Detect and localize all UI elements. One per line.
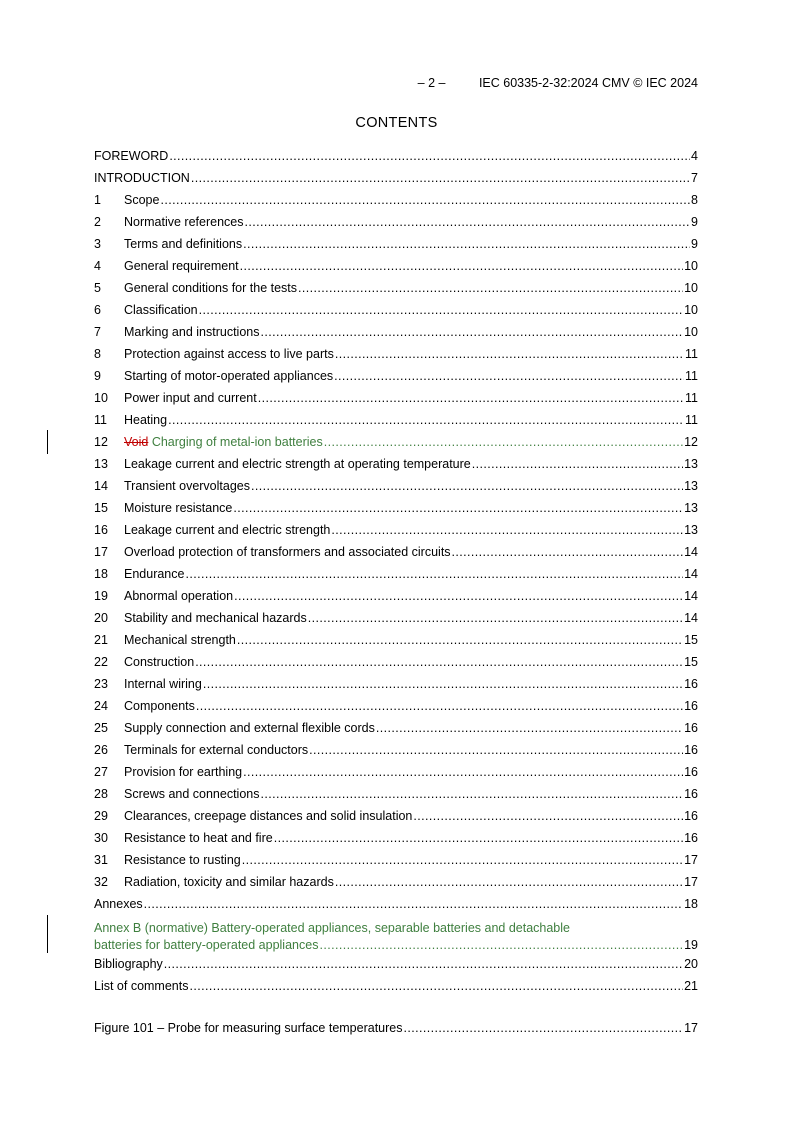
entry-label: Transient overvoltages — [124, 479, 250, 493]
entry-label: Terms and definitions — [124, 237, 243, 251]
toc-clause-entry[interactable] — [94, 849, 698, 871]
leader-dots — [251, 479, 683, 494]
toc-entry[interactable] — [94, 145, 698, 167]
clause-number: 22 — [94, 655, 108, 669]
clause-number: 5 — [94, 281, 101, 295]
leader-dots — [376, 721, 683, 736]
entry-label: INTRODUCTION — [94, 171, 190, 185]
clause-number: 3 — [94, 237, 101, 251]
entry-page: 14 — [684, 589, 698, 603]
toc-clause-entry[interactable] — [94, 277, 698, 299]
toc-clause-entry[interactable] — [94, 497, 698, 519]
leader-dots — [169, 149, 690, 164]
entry-label: Figure 101 – Probe for measuring surface temperatures — [94, 1021, 403, 1035]
toc-clause-entry[interactable] — [94, 299, 698, 321]
entry-label: Construction — [124, 655, 195, 669]
clause-number: 32 — [94, 875, 108, 889]
entry-page: 7 — [691, 171, 698, 185]
entry-page: 18 — [684, 897, 698, 911]
entry-page: 17 — [684, 875, 698, 889]
toc-clause-entry[interactable] — [94, 761, 698, 783]
entry-page: 15 — [684, 633, 698, 647]
toc-clause-entry[interactable] — [94, 717, 698, 739]
clause-number: 31 — [94, 853, 108, 867]
toc-clause-entry[interactable] — [94, 519, 698, 541]
entry-page: 4 — [691, 149, 698, 163]
toc-annex-b-entry[interactable] — [94, 920, 698, 953]
entry-page: 9 — [691, 237, 698, 251]
entry-page: 11 — [685, 347, 698, 361]
entry-page: 13 — [684, 523, 698, 537]
leader-dots — [195, 655, 683, 670]
entry-label: Moisture resistance — [124, 501, 233, 515]
leader-dots — [245, 215, 691, 230]
leader-dots — [298, 281, 683, 296]
entry-label: Bibliography — [94, 957, 163, 971]
leader-dots — [168, 413, 684, 428]
spacer — [94, 997, 698, 1017]
clause-number: 11 — [94, 413, 107, 427]
entry-page: 20 — [684, 957, 698, 971]
clause-number: 29 — [94, 809, 108, 823]
clause-number: 2 — [94, 215, 101, 229]
entry-label: Overload protection of transformers and associated circuits — [124, 545, 451, 559]
document-id: IEC 60335-2-32:2024 CMV © IEC 2024 — [478, 76, 698, 90]
clause-number: 6 — [94, 303, 101, 317]
entry-label: Classification — [124, 303, 198, 317]
leader-dots — [274, 831, 683, 846]
entry-page: 10 — [684, 325, 698, 339]
entry-page: 16 — [684, 787, 698, 801]
deleted-text: Void — [124, 435, 149, 449]
entry-page: 17 — [684, 853, 698, 867]
clause-number: 17 — [94, 545, 108, 559]
leader-dots — [335, 347, 684, 362]
toc-clause-entry[interactable] — [94, 387, 698, 409]
entry-label: Leakage current and electric strength — [124, 523, 331, 537]
toc-clause-entry[interactable] — [94, 783, 698, 805]
clause-number: 12 — [94, 435, 108, 449]
entry-page: 11 — [685, 413, 698, 427]
entry-label: batteries for battery-operated appliances — [94, 938, 319, 952]
leader-dots — [185, 567, 683, 582]
toc-clause-entry[interactable] — [94, 475, 698, 497]
entry-label: General requirement — [124, 259, 239, 273]
toc-entry[interactable] — [94, 893, 698, 915]
entry-label: Components — [124, 699, 195, 713]
entry-label: FOREWORD — [94, 149, 169, 163]
toc-entry[interactable] — [94, 953, 698, 975]
clause-number: 10 — [94, 391, 108, 405]
toc-clause-entry[interactable] — [94, 563, 698, 585]
entry-page: 14 — [684, 545, 698, 559]
entry-label: Provision for earthing — [124, 765, 243, 779]
toc-entry[interactable] — [94, 975, 698, 997]
entry-label: Abnormal operation — [124, 589, 234, 603]
clause-number: 26 — [94, 743, 108, 757]
entry-page: 13 — [684, 501, 698, 515]
clause-number: 14 — [94, 479, 108, 493]
entry-label: Endurance — [124, 567, 185, 581]
entry-label: Starting of motor-operated appliances — [124, 369, 334, 383]
entry-label: General conditions for the tests — [124, 281, 298, 295]
toc-clause-entry[interactable] — [94, 453, 698, 475]
toc-clause-entry[interactable] — [94, 673, 698, 695]
entry-label: Normative references — [124, 215, 244, 229]
toc-clause-entry[interactable] — [94, 431, 698, 453]
entry-label: Heating — [124, 413, 168, 427]
entry-label: Scope — [124, 193, 160, 207]
clause-number: 9 — [94, 369, 101, 383]
leader-dots — [196, 699, 683, 714]
entry-page: 16 — [684, 721, 698, 735]
entry-label: Annexes — [94, 897, 143, 911]
leader-dots — [160, 193, 690, 208]
entry-label: Leakage current and electric strength at operating temperature — [124, 457, 471, 471]
toc-clause-entry[interactable] — [94, 651, 698, 673]
leader-dots — [258, 391, 684, 406]
entry-page: 16 — [684, 809, 698, 823]
entry-label: Clearances, creepage distances and solid insulation — [124, 809, 413, 823]
leader-dots — [243, 237, 690, 252]
entry-page: 8 — [691, 193, 698, 207]
entry-page: 16 — [684, 677, 698, 691]
leader-dots — [234, 589, 683, 604]
entry-label: Power input and current — [124, 391, 257, 405]
leader-dots — [331, 523, 683, 538]
entry-page: 14 — [684, 611, 698, 625]
clause-number: 4 — [94, 259, 101, 273]
entry-label: Annex B (normative) Battery-operated appliances, separable batteries and detachable — [94, 921, 570, 935]
toc-clause-entry[interactable] — [94, 695, 698, 717]
page-header — [0, 76, 698, 90]
entry-page: 17 — [684, 1021, 698, 1035]
leader-dots — [243, 765, 683, 780]
leader-dots — [233, 501, 683, 516]
entry-page: 12 — [684, 435, 698, 449]
clause-number: 28 — [94, 787, 108, 801]
toc-clause-entry[interactable] — [94, 365, 698, 387]
entry-page: 10 — [684, 303, 698, 317]
leader-dots — [413, 809, 683, 824]
entry-page: 13 — [684, 457, 698, 471]
toc-clause-entry[interactable] — [94, 827, 698, 849]
entry-page: 15 — [684, 655, 698, 669]
entry-page: 16 — [684, 743, 698, 757]
inserted-text: Charging of metal-ion batteries — [151, 435, 323, 449]
leader-dots — [240, 259, 683, 274]
leader-dots — [203, 677, 683, 692]
entry-label — [124, 435, 323, 450]
leader-dots — [260, 325, 683, 340]
leader-dots — [189, 979, 683, 994]
toc-clause-entry[interactable] — [94, 871, 698, 893]
clause-number: 21 — [94, 633, 108, 647]
leader-dots — [319, 938, 683, 953]
clause-number: 15 — [94, 501, 108, 515]
entry-page: 16 — [684, 765, 698, 779]
clause-number: 30 — [94, 831, 108, 845]
clause-number: 8 — [94, 347, 101, 361]
entry-label: Terminals for external conductors — [124, 743, 309, 757]
toc-clause-entry[interactable] — [94, 255, 698, 277]
toc-entry[interactable] — [94, 167, 698, 189]
clause-number: 23 — [94, 677, 108, 691]
clause-number: 7 — [94, 325, 101, 339]
page-title: CONTENTS — [355, 115, 438, 131]
entry-page: 14 — [684, 567, 698, 581]
leader-dots — [144, 897, 683, 912]
entry-page: 9 — [691, 215, 698, 229]
leader-dots — [309, 743, 683, 758]
clause-number: 27 — [94, 765, 108, 779]
entry-page: 11 — [685, 369, 698, 383]
entry-label: Mechanical strength — [124, 633, 236, 647]
entry-label: List of comments — [94, 979, 189, 993]
toc-clause-entry[interactable] — [94, 739, 698, 761]
change-bar — [47, 430, 48, 454]
clause-number: 19 — [94, 589, 108, 603]
leader-dots — [324, 435, 683, 450]
toc-clause-entry[interactable] — [94, 211, 698, 233]
leader-dots — [472, 457, 683, 472]
leader-dots — [452, 545, 684, 560]
entry-label: Resistance to heat and fire — [124, 831, 273, 845]
toc-clause-entry[interactable] — [94, 805, 698, 827]
entry-label: Screws and connections — [124, 787, 260, 801]
entry-label: Internal wiring — [124, 677, 202, 691]
toc-clause-entry[interactable] — [94, 233, 698, 255]
table-of-contents — [94, 145, 698, 1039]
entry-label: Radiation, toxicity and similar hazards — [124, 875, 334, 889]
leader-dots — [308, 611, 683, 626]
toc-clause-entry[interactable] — [94, 321, 698, 343]
leader-dots — [404, 1021, 684, 1036]
toc-clause-entry[interactable] — [94, 189, 698, 211]
entry-label-continued — [94, 936, 698, 953]
entry-page: 19 — [684, 938, 698, 952]
leader-dots — [164, 957, 683, 972]
clause-number: 25 — [94, 721, 108, 735]
clause-number: 18 — [94, 567, 108, 581]
entry-page: 21 — [684, 979, 698, 993]
toc-clause-entry[interactable] — [94, 541, 698, 563]
clause-number: 16 — [94, 523, 108, 537]
leader-dots — [334, 369, 684, 384]
entry-page: 16 — [684, 831, 698, 845]
page-number: – 2 – — [417, 76, 446, 90]
entry-label: Protection against access to live parts — [124, 347, 334, 361]
entry-page: 11 — [685, 391, 698, 405]
entry-page: 10 — [684, 281, 698, 295]
clause-number: 24 — [94, 699, 108, 713]
toc-clause-entry[interactable] — [94, 607, 698, 629]
leader-dots — [237, 633, 683, 648]
entry-page: 16 — [684, 699, 698, 713]
clause-number: 20 — [94, 611, 108, 625]
toc-clause-entry[interactable] — [94, 585, 698, 607]
leader-dots — [261, 787, 684, 802]
entry-label: Supply connection and external flexible cords — [124, 721, 375, 735]
toc-clause-entry[interactable] — [94, 409, 698, 431]
leader-dots — [199, 303, 683, 318]
entry-label: Marking and instructions — [124, 325, 260, 339]
toc-clause-entry[interactable] — [94, 343, 698, 365]
entry-label: Resistance to rusting — [124, 853, 241, 867]
leader-dots — [242, 853, 683, 868]
change-bar — [47, 915, 48, 953]
leader-dots — [191, 171, 690, 186]
clause-number: 13 — [94, 457, 108, 471]
toc-figure-entry[interactable] — [94, 1017, 698, 1039]
entry-label: Stability and mechanical hazards — [124, 611, 307, 625]
clause-number: 1 — [94, 193, 101, 207]
entry-page: 13 — [684, 479, 698, 493]
entry-page: 10 — [684, 259, 698, 273]
toc-clause-entry[interactable] — [94, 629, 698, 651]
leader-dots — [335, 875, 683, 890]
